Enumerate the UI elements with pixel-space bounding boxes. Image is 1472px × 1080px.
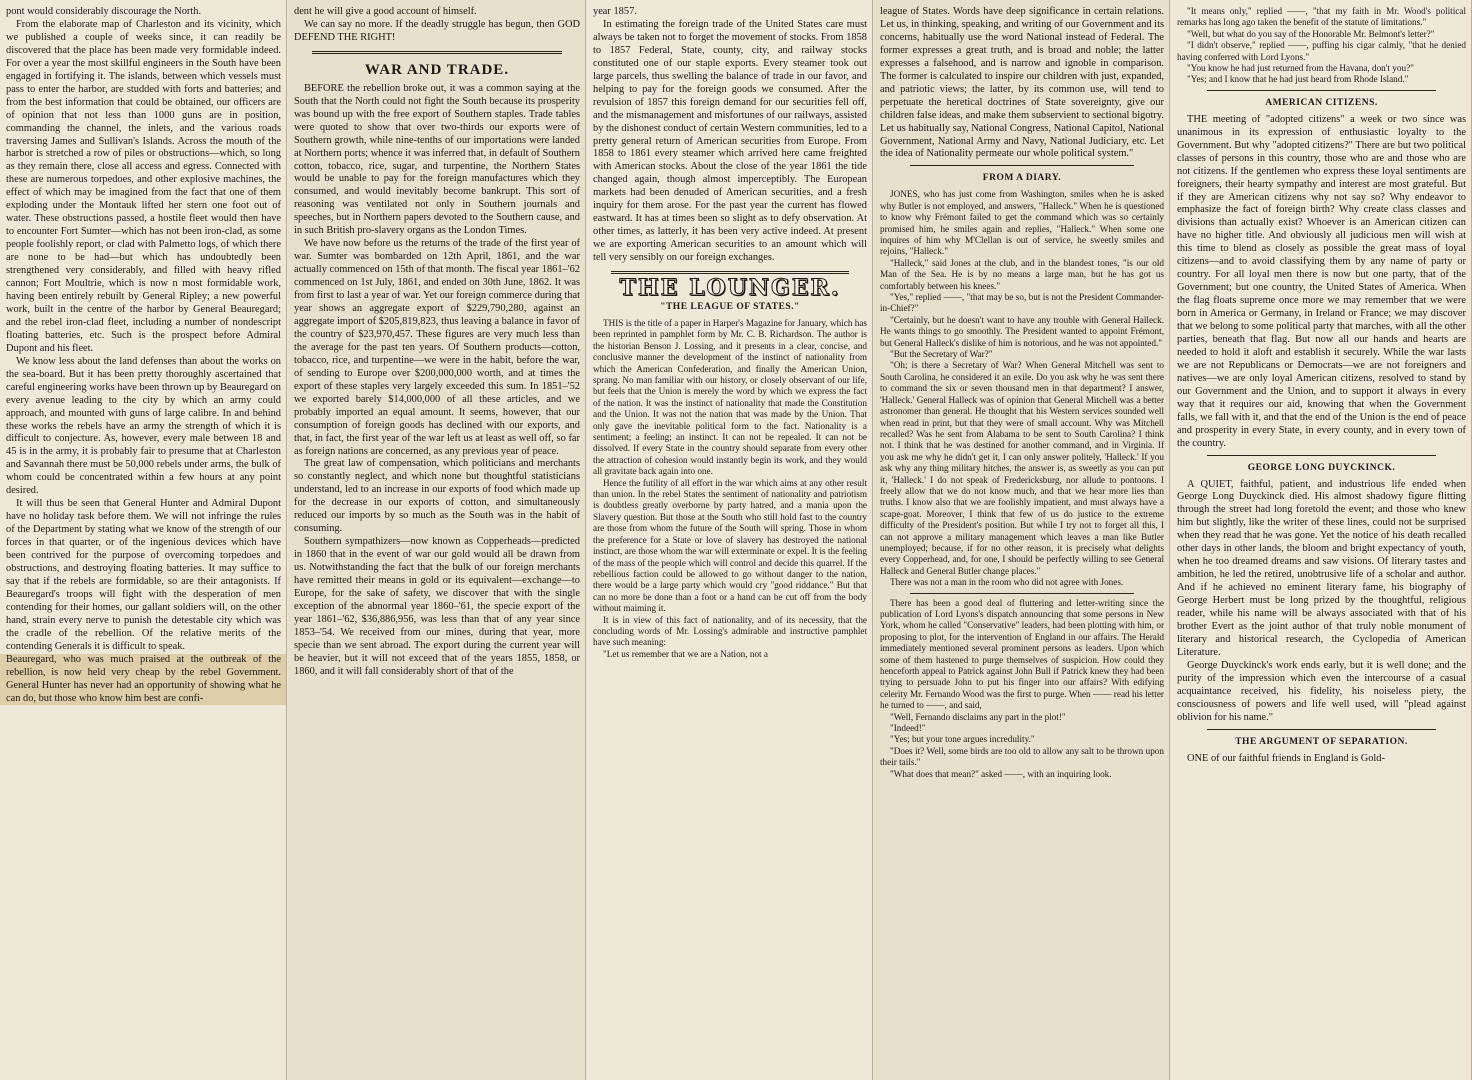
lounger-masthead: THE LOUNGER. [619,275,841,302]
paragraph: "You know he had just returned from the Havana, don't you?" [1187,63,1414,74]
paragraph: George Duyckinck's work ends early, but it is well done; and the purity of the impression which even the intercourse of a casual acquaintance received, his fidelity, his noiseless piety, the consciousness of powers and life well used, will "plead against oblivion for his name." [1177,659,1466,723]
section-heading: AMERICAN CITIZENS. [1265,97,1378,108]
paragraph: In estimating the foreign trade of the United States care must always be taken not to forget the movement of stocks. From 1858 to 1857 Federal, State, county, city, and railway stocks constituted one of our staple exports. Every steamer took out large parcels, thus swelling the balance of trade in our favor, and helping to pay for the foreign goods we consumed. After the revulsion of 1857 this foreign demand for our securities fell off, and the mismanagement and misfortunes of our railways, assisted by the dishonest conduct of certain Western communities, led to a pretty general return of American securities from Europe. From 1858 to 1861 every steamer which arrived here came freighted with American stocks. About the close of the year 1861 the tide changed again, though almost imperceptibly. The European markets had been denuded of American securities, and a fresh inquiry for them arose. For the past year the current has flowed eastward. It has at times been so slight as to defy observation. At other times, as latterly, it has been very active indeed. At present we are exporting American securities to an amount which will tell very sensibly on our foreign exchanges. [593,18,867,264]
paragraph: ONE of our faithful friends in England is Gold- [1187,752,1385,764]
section-rule [1207,729,1436,730]
paragraph: "Let us remember that we are a Nation, not a [603,648,768,659]
section-heading: FROM A DIARY. [982,173,1062,184]
paragraph: Hence the futility of all effort in the war which aims at any other result than union. In the rebel States the sentiment of nationality and patriotism is doubtless greatly overborne by party hatred, and a mania upon the Slavery question. But those at the South who still hold fast to the country are those from whom the future of the South will spring. Those in whom the preference for a State or love of slavery has destroyed the national instinct, are those whom the war will exterminate or expel. It is the feeling of the mass of the people which will control and decide this quarrel. If the rebellious faction could be allowed to go without danger to the nation, there would be a large party which would cry "good riddance." But that can no more be done than a foot or a hand can be cut off from the body without maiming it. [593,477,867,614]
column-5 [1171,0,1472,1080]
column-1 [0,0,287,1080]
paragraph: "Does it? Well, some birds are too old to allow any salt to be thrown upon their tails." [880,745,1164,768]
paragraph: BEFORE the rebellion broke out, it was a common saying at the South that the North could not fight the South because its prosperity was bound up with the free export of Southern staples. Trade tables were quoted to show that over two-thirds our exports were of Southern growth, while nine-tenths of our importations were landed at Northern ports; whence it was inferred that, in default of Southern cotton, tobacco, rice, sugar, and turpentine, the Northern States would be unable to pay for the foreign manufactures which they consumed, and would inevitably become bankrupt. This sort of reasoning was ventilated not only in Southern journals and speeches, but in Northern papers devoted to the Southern cause, and in such British pro-slavery organs as the London Times. [294,82,580,237]
paragraph: dent he will give a good account of himself. [294,6,477,17]
paragraph: "Yes; but your tone argues incredulity." [890,734,1035,745]
paragraph: year 1857. [593,6,637,17]
paragraph: "Well, Fernando disclaims any part in the plot!" [890,711,1066,722]
column-2 [288,0,586,1080]
section-heading: GEORGE LONG DUYCKINCK. [1247,462,1396,473]
paragraph: JONES, who has just come from Washington, smiles when he is asked why Butler is not employed, and answers, "Halleck." When he is questioned to know why Frémont failed to get the command which was so certainly promised him, he smiles again and replies, "Halleck." When some one inquires of him why M'Clellan is out of service, he sweetly smiles and rejoins, "Halleck." [880,189,1164,257]
paragraph: The great law of compensation, which politicians and merchants so constantly neglect, and which none but thoughtful statisticians understand, led to an increase in our exports of food which made up for the decrease in our exports of cotton, and simultaneously reduced our imports by so much as the South was in the habit of consuming. [294,458,580,535]
paragraph: Southern sympathizers—now known as Copperheads—predicted in 1860 that in the event of war our gold would all be drawn from us. Notwithstanding the fact that the bulk of our foreign merchants have remitted their means in gold or its equivalent—exchange—to Europe, for the sake of safety, we discover that with the single exception of the abnormal year 1860–'61, the specie export of the year 1861–'62, $36,886,956, was less than that of any year since 1853–'54. We received from our mines, during that year, more specie than we sent abroad. The export during the current year will be heavier, but it will not exceed that of the years 1855, 1858, or 1860, and it will fall considerably short of that of the [294,536,580,677]
section-heading: WAR AND TRADE. [364,61,510,78]
paragraph: THE meeting of "adopted citizens" a week or two since was unanimous in its expression of enthusiastic loyalty to the Government. But why "adopted citizens?" There are but two political classes of persons in this country, those who are and those who are not citizens. If the gentlemen who express these loyal sentiments are foreigners, their hearty sympathy and interest are most grateful. But if they are American citizens why not say so? Why endeavor to emphasize the fact of foreign birth? Why create class classes and divisions than actually exist? Whoever is an American citizen can have no higher title. And obviously all judicious men will wish at this time to blend as closely as possible the great mass of loyal citizens—and to avoid classifying them by any name of party or country. For all loyal men there is now but one party, that of the Government; but one country, the United States of America. When the flag floats supreme once more we may remember that we were born in America or Germany, in Ireland or France; we may discover that we belong to some political party that marches, with all the other parties, beneath that flag. But now all our hands and hearts are needed to hold it aloft and establish it securely. While the war lasts we are not Republicans or Democrats—we are not foreigners and natives—we are only loyal American citizens, resolved to stand by our Government and the Union, and to support it always in every way that it requires our aid, knowing that when the Government falls, we fall with it, and that the end of the Union is the end of peace and prosperity in every State, in every county, and in every town of the country. [1177,113,1466,449]
paragraph: "Well, but what do you say of the Honorable Mr. Belmont's letter?" [1187,28,1435,39]
paragraph: "Yes; and I know that he had just heard from Rhode Island." [1187,74,1409,85]
column-4 [874,0,1170,1080]
paragraph: It will thus be seen that General Hunter and Admiral Dupont have no holiday task before them. We will not infringe the rules of the Department by stating what we know of the strength of our forces in that quarter, or of the ingenious devices which have been contrived for the purpose of overcoming torpedoes and obstructions, and destroying floating batteries. It may suffice to say that if the rebels are formidable, so are their antagonists. If Beauregard's troops will fight with the desperation of men contending for their homes, our gallant soldiers will, on the other hand, strain every nerve to punish the detestable city which was the cradle of the rebellion. Of the relative merits of the contending Generals it is difficult to speak. [6,498,281,652]
paragraph: "Certainly, but he doesn't want to have any trouble with General Halleck. He wants things to go smoothly. The President wanted to appoint Frémont, but General Halleck's dislike of him is notorious, and he was not appointed." [880,314,1164,348]
paragraph: There has been a good deal of fluttering and letter-writing since the publication of Lord Lyons's dispatch announcing that some persons in New York, whom he called "Conservative" leaders, had been plotting with him, or proposing to plot, for the intervention of England in our affairs. The Herald immediately mentioned several prominent persons as leaders. Upon which some of them hastened to purge themselves of suspicion. How could they henceforth appeal to Patrick against John Bull if Patrick knew they had been trying to persuade John to put his finger into our affairs? With edifying celerity Mr. Fernando Wood was the first to purge. When —— read his letter he turned to ——, and said, [880,597,1164,711]
section-heading: THE ARGUMENT OF SEPARATION. [1235,736,1408,747]
paragraph: "What does that mean?" asked ——, with an inquiring look. [890,768,1112,779]
section-rule [611,271,849,274]
paragraph: "Indeed!" [890,723,926,734]
paragraph: pont would considerably discourage the North. [6,6,202,17]
paragraph: We know less about the land defenses than about the works on the sea-board. But it has been pretty thoroughly ascertained that careful engineering works have been thrown up by Beauregard on every avenue leading to the city by which an army could approach, and mounted with guns of large calibre. In and behind these works the rebels have an army the strength of which it is difficult to conjecture. As, however, every male between 18 and 45 is in the army, it is probably fair to presume that at Charleston and Savannah there must be 50,000 rebels under arms, the bulk of whom could be concentrated within a few hours at any point desired. [6,355,281,497]
paragraph: There was not a man in the room who did not agree with Jones. [890,577,1124,588]
paragraph: "It means only," replied ——, "that my faith in Mr. Wood's political remarks has long ago taken the benefit of the statute of limitations." [1177,6,1466,28]
paragraph: "I didn't observe," replied ——, puffing his cigar calmly, "that he denied having conferred with Lord Lyons." [1177,40,1466,62]
paragraph: From the elaborate map of Charleston and its vicinity, which we published a couple of weeks since, it can readily be discovered that the place has been made very formidable indeed. For over a year the most skillful engineers in the South have been engaged in fortifying it. The islands, between which vessels must pass to enter the harbor, are studded with forts and batteries; and from the best information that could be obtained, our officers are of opinion that not less than 1000 guns are in position, commanding the channel, the inlets, and the various roads traversing James and Sullivan's Islands. Across the mouth of the harbor is stretched a row of piles or obstructions—which, so long as they remain there, close all access and egress. Connected with these are numerous torpedoes, and other explosive machines, the effect of which may be imagined from the fact that one of them exploding under the Montauk lifted her stern one foot out of water. These obstructions passed, a hostile fleet would then have to encounter Fort Sumter—which has not been iron-clad, as some people foolishly report, or clad with Palmetto logs, of which there are none to be had—but which has undoubtedly been strengthened very considerably, and filled with heavy rifled cannon; Fort Moultrie, which is now n most formidable work, having been entirely rebuilt by General Ripley; a new powerful work, built in the centre of the harbor by General Beauregard; and the rebel iron-clad fleet, including a number of nondescript floating batteries, etc. Such is the prospect before Admiral Dupont and his fleet. [6,18,281,354]
paragraph: "Oh; is there a Secretary of War? When General Mitchell was sent to South Carolina, he considered it an exile. Do you ask why he was sent there to command the six or seven thousand men in that department? I answer, 'Halleck.' General Halleck was of opinion that General Mitchell was a better astronomer than general. He thought that his Western services sounded well when read in print, but that they were of small account. Why was Mitchell recalled? Was he sent from Alabama to be sent to South Carolina? I think not. I think that he was destined for another command, and in Virginia. If you ask me why he didn't get it, I can only answer politely, 'Halleck.' If you ask why any thing military hitches, the answer is, as sweetly as you can put it, 'Halleck.' I do not speak of Fredericksburg, nor allude to pontoons. I freely allow that we do not know much, and that we hear more lies than truths. I know also that we are foolishly impatient, and must always have a scape-goat. Moreover, I think that few of us do justice to the extreme difficulty of the President's position. But while I try not to forget all this, I can not approve a military management which leaves a man like Butler unemployed; because, if for no other reason, it is precisely what delights every Copperhead, and, for one, I should be perfectly willing to see General Halleck and General Butler change places." [880,360,1164,576]
paragraph: league of States. Words have deep significance in certain relations. Let us, in thinking, speaking, and writing of our Government and its concerns, habitually use the word National instead of Federal. The former expresses a great truth, and is broad and noble; the latter expresses a falsehood, and is narrow and ignoble in comparison. The former is calculated to inspire our children with just, expanded, and patriotic views; the latter, by its common use, will tend to perpetuate the heretical doctrines of State sovereignty, give our children false ideas, and make them subservient to sectional bigotry. Let us habitually say, National Congress, National Capitol, National Government, National Army and Navy, National Judiciary, etc. Let the idea of Nationality permeate our whole political system." [880,6,1164,160]
paragraph: Beauregard, who was much praised at the outbreak of the rebellion, is now held very cheap by the rebel Government. General Hunter has never had an opportunity of showing what he can do, but those who know him best are confi- [0,654,287,706]
section-rule [312,51,562,54]
section-rule [910,165,1134,166]
paragraph: A QUIET, faithful, patient, and industrious life ended when George Long Duyckinck died. His almost shadowy figure flitting through the street had long foretold the event; and those who knew him but slightly, like the writer of these lines, could not be surprised when they read that he was gone. Yet the notice of his death recalled other days in other lands, the bloom and bright expectancy of youth, when he too dreamed dreams and saw visions. Of literary tastes and ambition, he led the retired, unobtrusive life of a scholar and author. And if he achieved no eminent literary fame, his biography of George Herbert must be long prized by the thoughtful, religious reader, while his name will be always associated with that of his brother Evert as the joint author of that truly noble monument of literary and historical research, the Cyclopedia of American Literature. [1177,478,1466,658]
paragraph: We can say no more. If the deadly struggle has begun, then GOD DEFEND THE RIGHT! [294,18,580,43]
paragraph: "But the Secretary of War?" [890,349,993,360]
section-rule [1207,455,1436,456]
column-3 [587,0,873,1080]
paragraph: "Yes," replied ——, "that may be so, but is not the President Commander-in-Chief?" [880,292,1164,314]
section-rule [1207,90,1436,91]
paragraph: We have now before us the returns of the trade of the first year of war. Sumter was bombarded on 12th April, 1861, and the war actually commenced on 15th of that month. The fiscal year 1861–'62 commenced on 1st July, 1861, and ended on 30th June, 1862. It was from first to last a year of war. Yet our foreign commerce during that year shows an aggregate export of $229,790,280, against an aggregate import of $205,819,823, thus leaving a balance in favor of the country of $23,970,457. These figures are very much less than the average for the past ten years. Of Southern products—cotton, tobacco, rice, and turpentine—we were in the habit, before the war, of sending to Europe over $200,000,000 worth, and at times the export of these staples very largely exceeded this sum. In 1851–'52 we exported barely $14,000,000 of all these articles, and we probably imported an equal amount. It seems, however, that our consumption of foreign goods has declined with our exports, and that, in fact, the first year of the war left us at least as well off, so far as foreign nations are concerned, as any previous year of peace. [294,238,580,457]
paragraph: "Halleck," said Jones at the club, and in the blandest tones, "is our old Man of the Sea. He is by no means a large man, but he has got us comfortably between his knees." [880,257,1164,291]
paragraph: THIS is the title of a paper in Harper's Magazine for January, which has been reprinted in pamphlet form by Mr. C. B. Richardson. The author is the historian Benson J. Lossing, and it presents in a clear, concise, and conclusive manner the development of the instinct of nationality from which the American Confederation, and finally the American Union, sprang. No man familiar with our history, or closely observant of our life, but feels that the Union is merely the word by which we express the fact of the nation. It was the instinct of nationality that made the Constitution and the Union. It was not the nation that was made by the Union. That only gave the inevitable political form to the fact. Nationality is a sentiment; a feeling; an instinct. It can not be repealed. It can not be dissolved. If every State in the country should separate from every other the attraction of cohesion would instantly begin its work, and they would all gravitate back again into one. [593,317,867,477]
section-heading: "THE LEAGUE OF STATES." [660,302,800,313]
section-rule [910,593,1134,594]
paragraph: It is in view of this fact of nationality, and of its necessity, that the concluding words of Mr. Lossing's admirable and instructive pamphlet have such meaning: [593,614,867,648]
